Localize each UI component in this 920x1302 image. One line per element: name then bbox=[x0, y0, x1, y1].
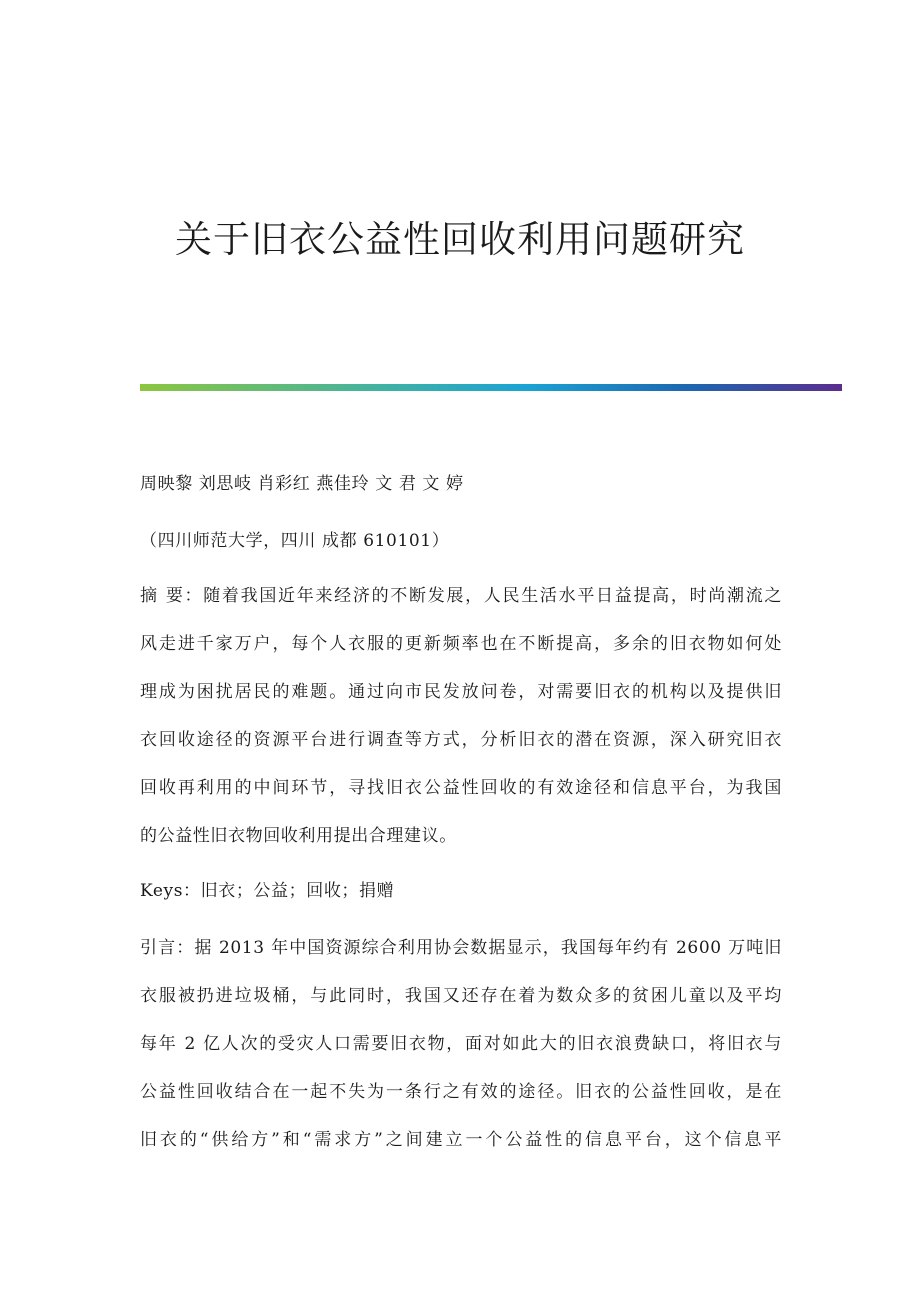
abstract-line: 的公益性旧衣物回收利用提出合理建议。 bbox=[140, 826, 457, 846]
abstract-line: 回收再利用的中间环节，寻找旧衣公益性回收的有效途径和信息平台，为我国 bbox=[140, 778, 782, 798]
abstract-line: 理成为困扰居民的难题。通过向市民发放问卷，对需要旧衣的机构以及提供旧 bbox=[140, 682, 782, 702]
intro-line: 衣服被扔进垃圾桶，与此同时，我国又还存在着为数众多的贫困儿童以及平均 bbox=[140, 986, 782, 1006]
title-divider bbox=[140, 384, 842, 391]
author-list: 周映黎 刘思岐 肖彩红 燕佳玲 文 君 文 婷 bbox=[140, 474, 464, 494]
intro-line: 旧衣的“供给方”和“需求方”之间建立一个公益性的信息平台，这个信息平 bbox=[140, 1130, 782, 1150]
intro-line: 每年 2 亿人次的受灾人口需要旧衣物，面对如此大的旧衣浪费缺口，将旧衣与 bbox=[140, 1034, 782, 1054]
introduction bbox=[140, 924, 782, 1164]
intro-line: 引言：据 2013 年中国资源综合利用协会数据显示，我国每年约有 2600 万吨旧 bbox=[140, 938, 782, 958]
abstract bbox=[140, 572, 782, 860]
intro-line: 公益性回收结合在一起不失为一条行之有效的途径。旧衣的公益性回收，是在 bbox=[140, 1082, 782, 1102]
abstract-line: 风走进千家万户，每个人衣服的更新频率也在不断提高，多余的旧衣物如何处 bbox=[140, 634, 782, 654]
abstract-line: 摘 要：随着我国近年来经济的不断发展，人民生活水平日益提高，时尚潮流之 bbox=[140, 586, 782, 606]
abstract-line: 衣回收途径的资源平台进行调查等方式，分析旧衣的潜在资源，深入研究旧衣 bbox=[140, 730, 782, 750]
keywords: Keys：旧衣；公益；回收；捐赠 bbox=[140, 881, 395, 901]
affiliation: （四川师范大学，四川 成都 610101） bbox=[140, 531, 450, 551]
paper-title: 关于旧衣公益性回收利用问题研究 bbox=[175, 218, 745, 261]
